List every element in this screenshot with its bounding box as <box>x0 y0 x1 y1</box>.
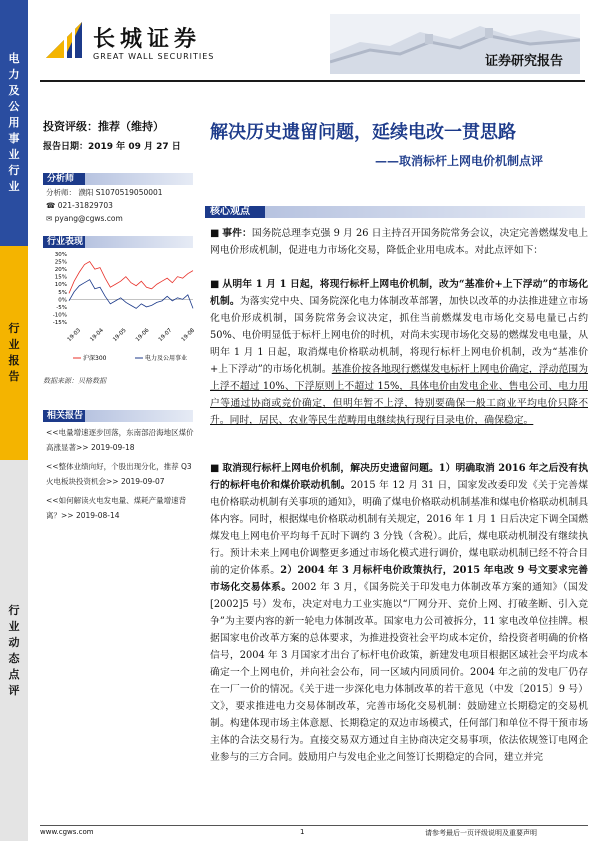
bullet-icon: ■ <box>210 228 220 239</box>
sidebar-char: 业 <box>8 180 20 193</box>
page-title: 解决历史遗留问题，延续电改一贯思路 <box>210 122 516 143</box>
brand-name-en: GREAT WALL SECURITIES <box>93 52 215 61</box>
y-tick-label: -5% <box>56 304 67 311</box>
related-report-item[interactable]: <<整体业绩向好，个股出现分化，推荐 Q3 火电板块投资机会>> 2019-09-07 <box>46 462 192 486</box>
y-tick-label: 15% <box>54 274 67 281</box>
sidebar-char: 事 <box>8 132 20 145</box>
analyst-name: 分析师： 濮阳 S1070519050001 <box>46 188 163 197</box>
mechanism-text: 为落实党中央、国务院深化电力体制改革部署，加快以改革的办法推进建立市场化电价形成机制，国务院常务会议决定，抓住当前燃煤发电市场化交易电量已占约 50%、电价明显低于标杆上网电价的时机，对尚未实现市场化交易的燃煤发电电量，从明年 1 月 1 日起，取消煤电价格联动机制，将现行标杆上网电价机制，改为“基准价+上下浮动”的市场化机制。 <box>210 296 589 375</box>
sidebar-char: 用 <box>8 116 20 129</box>
y-tick-label: -10% <box>52 312 67 319</box>
phone-icon: ☎ <box>46 201 58 210</box>
sidebar-comment <box>0 460 28 841</box>
chart-source: 数据来源：贝格数据 <box>43 377 106 385</box>
footer-website[interactable]: www.cgws.com <box>40 828 94 836</box>
analyst-email-row <box>46 212 163 225</box>
sidebar-char: 业 <box>8 338 20 351</box>
paragraph-history <box>210 460 588 766</box>
related-section-label: 相关报告 <box>43 410 193 422</box>
history-text-2: 2002 年 3 月，《国务院关于印发电力体制改革方案的通知》（国发[2002]5 号）发布，决定对电力工业实施以“厂网分开、竞价上网、打破垄断、引入竞争”为主要内容的新一轮电力体制改革。国家电力公司被拆分，11 家电改单位挂牌。根据国家电价改革方案的总体要求，为推进投资社会平均成本定价，给投资者明确的价格信号，2004 年 3 月国家才出台了标杆电价政策，新建发电项目根据区域社会平均成本确定一个上网电价，并向社会公布，同一区域内同质同价。2004 年之前的发电厂仍存在一厂一价的情况。《关于进一步深化电力体制改革的若干意见（中发〔2015〕9 号）文》，要求推进电力交易体制改革，完善市场化交易机制：鼓励建立长期稳定的交易机制。构建体现市场主体意愿、长期稳定的双边市场模式，任何部门和单位不得干预市场主体的合法交易行为。直接交易双方通过自主协商决定交易事项，依法依规签订电网企业参与的三方合同。鼓励用户与发电企业之间签订长期稳定的合同，建立并完 <box>210 582 588 763</box>
sidebar-char: 报 <box>8 354 20 367</box>
sidebar-char: 电 <box>8 52 20 65</box>
x-tick-label: 19-06 <box>134 327 151 344</box>
y-tick-label: 5% <box>58 289 67 296</box>
sidebar-char: 评 <box>8 683 20 697</box>
y-tick-label: -15% <box>52 320 67 326</box>
x-tick-label: 19-08 <box>180 327 197 344</box>
email-icon: ✉ <box>46 214 55 223</box>
header-divider <box>40 80 585 82</box>
event-head: 事件： <box>222 228 252 239</box>
brand-logo-icon <box>42 18 86 62</box>
related-reports-list <box>46 425 196 527</box>
y-tick-label: 20% <box>54 267 67 274</box>
history-head-1: 取消现行标杆上网电价机制，解决历史遗留问题。1）明确取消 2016 年之后没有执行的标杆电价和煤价联动机制。 <box>210 463 589 491</box>
sidebar-industry <box>0 0 28 246</box>
sidebar-char: 态 <box>8 651 20 665</box>
key-points-label: 核心观点 <box>210 206 250 217</box>
sidebar-char: 业 <box>8 619 20 633</box>
sidebar-char: 行 <box>8 164 20 177</box>
x-tick-label: 19-04 <box>89 327 105 344</box>
sidebar-report-kind <box>0 246 28 460</box>
mechanism-head: 从明年 1 月 1 日起，将现行标杆上网电价机制，改为“基准价+上下浮动”的市场化机制。 <box>210 279 588 307</box>
bullet-icon: ■ <box>210 463 220 474</box>
analyst-section-label: 分析师 <box>43 173 193 185</box>
brand-name: 长城证券 <box>93 26 202 52</box>
page-subtitle: ——取消标杆上网电价机制点评 <box>375 154 544 168</box>
y-tick-label: 0% <box>58 297 67 304</box>
key-points-bar <box>205 206 585 218</box>
footer-divider <box>40 825 588 826</box>
sidebar-char: 行 <box>8 603 20 617</box>
performance-section-label: 行业表现 <box>43 236 193 248</box>
sidebar-char: 动 <box>8 635 20 649</box>
analyst-phone-row <box>46 199 163 212</box>
report-date: 报告日期：2019 年 09 月 27 日 <box>43 142 181 152</box>
event-text: 国务院总理李克强 9 月 26 日主持召开国务院常务会议，决定完善燃煤发电上网电价形成机制，促进电力市场化交易，降低企业用电成本。对此点评如下： <box>210 228 588 256</box>
investment-rating: 投资评级：推荐（维持） <box>43 120 164 133</box>
analyst-email[interactable]: pyang@cgws.com <box>54 214 123 223</box>
x-tick-label: 19-05 <box>112 327 128 344</box>
sidebar-char: 告 <box>8 370 20 383</box>
page-number: 1 <box>300 828 305 836</box>
analyst-info <box>46 186 163 225</box>
x-tick-label: 19-03 <box>66 327 83 344</box>
sidebar-char: 力 <box>8 68 20 81</box>
legend-label: 沪深300 <box>83 355 107 362</box>
sidebar-char: 行 <box>8 322 20 335</box>
y-tick-label: 10% <box>54 282 67 289</box>
y-tick-label: 25% <box>54 259 67 266</box>
series-line-1 <box>69 280 193 309</box>
related-report-item[interactable]: <<如何解读火电发电量、煤耗产量增速背离？>> 2019-08-14 <box>46 496 187 520</box>
x-tick-label: 19-07 <box>157 327 174 344</box>
sidebar-char: 公 <box>8 100 20 113</box>
y-tick-label: 30% <box>54 252 67 258</box>
related-report-item[interactable]: <<电量增速逐步回落，东南部沿海地区煤价高涨显著>> 2019-09-18 <box>46 428 194 452</box>
analyst-phone: 021-31829703 <box>57 201 113 210</box>
paragraph-event <box>210 225 588 259</box>
sidebar <box>0 0 28 841</box>
series-line-0 <box>69 262 193 294</box>
mechanism-underlined: 基准价按各地现行燃煤发电标杆上网电价确定，浮动范围为上浮不超过 10%、下浮原则上不超过 15%，具体电价由发电企业、售电公司、电力用户等通过协商或竞价确定，但明年暂不上浮，特别要确保一般工商业平均电价只降不升。同时，居民、农业等民生范畴用电继续执行现行目录电价，确保稳定。 <box>210 364 589 426</box>
history-head-2: 2）2004 年 3 月标杆电价政策执行，2015 年电改 9 号文要求完善市场化交易体系。 <box>210 565 589 593</box>
performance-chart <box>43 250 198 368</box>
report-type: 证券研究报告 <box>485 54 564 69</box>
sidebar-char: 点 <box>8 667 20 681</box>
sidebar-char: 及 <box>8 84 20 97</box>
history-text-1: 2015 年 12 月 31 日，国家发改委印发《关于完善煤电价格联动机制有关事项的通知》，明确了煤电价格联动机制基准和煤电价格联动机制具体内容。同时，根据煤电价格联动机制有关规定，2016 年 1 月 1 日后决定下调全国燃煤发电上网电价平均每千瓦时下调约 3 分钱（含税）。此后，煤电联动机制没有继续执行。预计未来上网电价调整更多通过市场化模式进行调价，煤电联动机制已经不符合目前的定价体系。 <box>210 480 589 576</box>
legend-label: 电力及公用事业 <box>145 355 188 362</box>
paragraph-mechanism <box>210 276 588 429</box>
footer-disclaimer: 请参考最后一页评级说明及重要声明 <box>425 829 537 837</box>
sidebar-char: 业 <box>8 148 20 161</box>
bullet-icon: ■ <box>210 279 220 290</box>
